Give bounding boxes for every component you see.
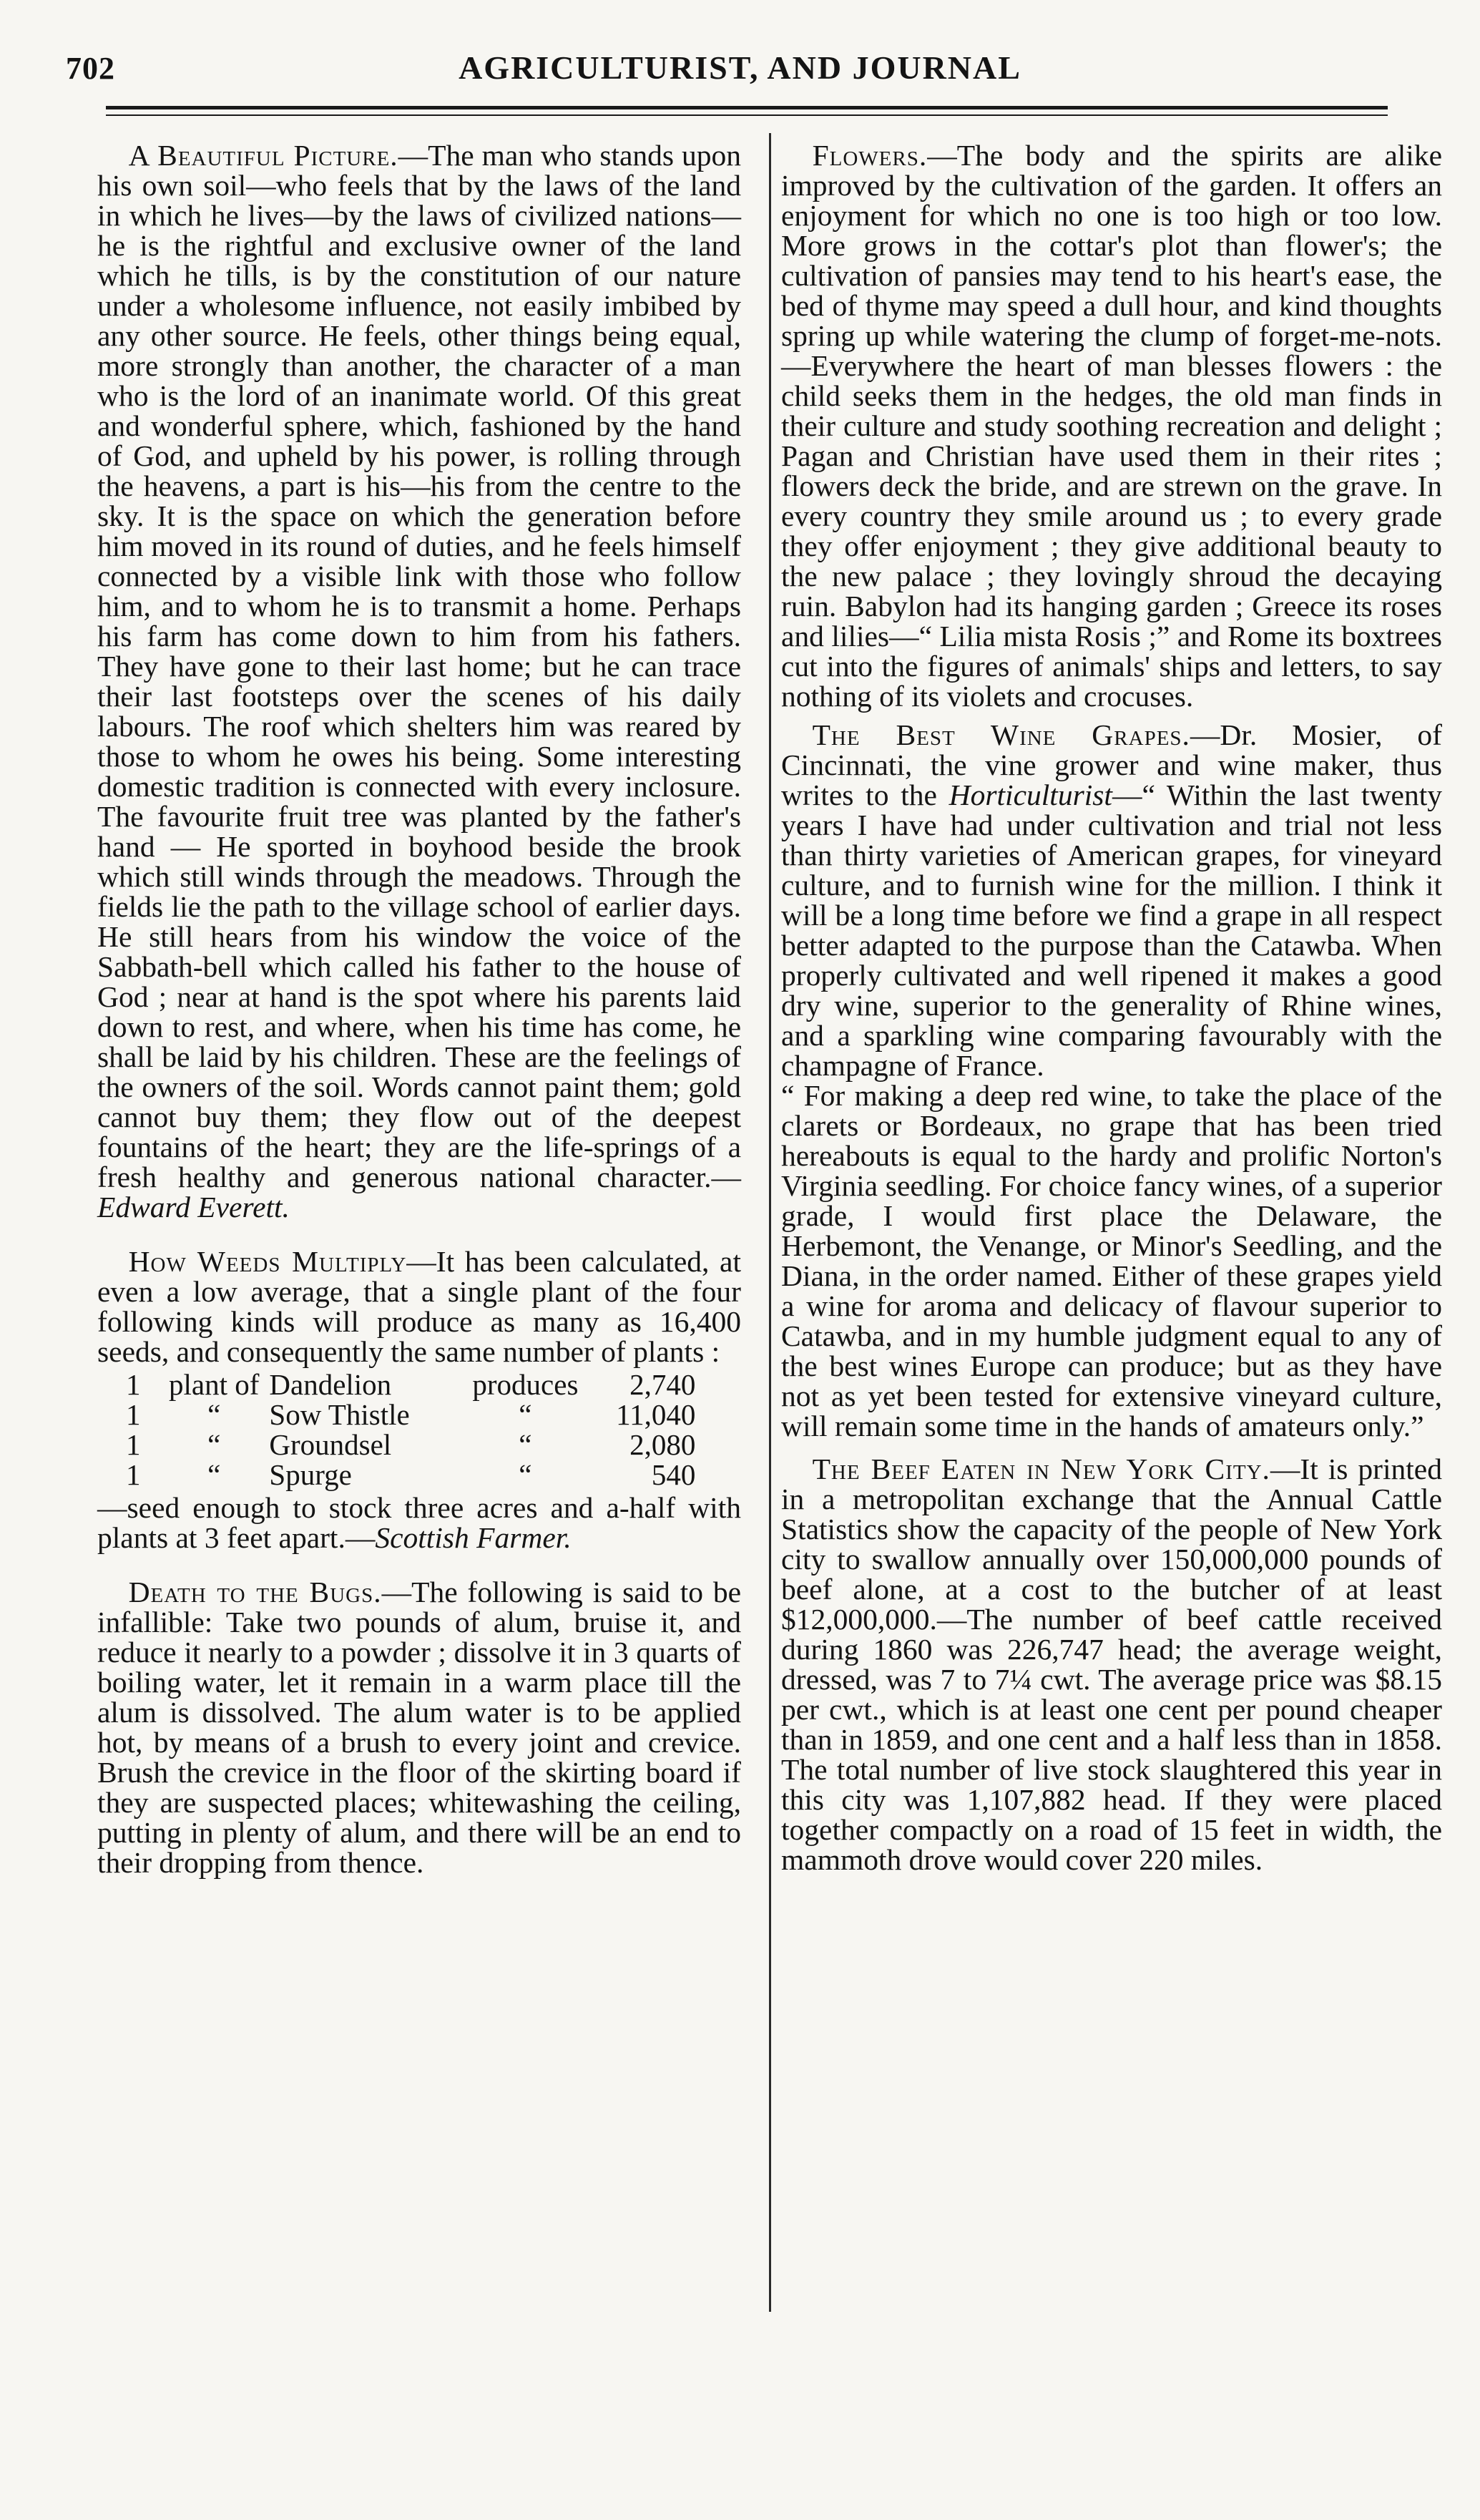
article-weeds <box>97 1246 741 1553</box>
article-heading: The Best Wine Grapes. <box>812 718 1190 751</box>
article-text: —Dr. Mosier, of Cincinnati, the vine grower and wine maker, thus writes to the <box>781 718 1442 811</box>
plant-qty: 1 <box>126 1398 141 1431</box>
article-body-continued: “ For making a deep red wine, to take the place of the clarets or Bordeaux, no grape that has been tried hereabouts is equal to the hardy and prolific Norton's Virginia seedling. For choice fancy wines, of a superior grade, I would first place the Delaware, the Herbemont, the Venange, or Minor's Seedling, and the Diana, in the order named. Either of these grapes yield a wine for aroma and delicacy of flavour superior to Catawba, and in my humble judgment equal to any of the best wines Europe can produce; but as they have not as yet been tested for extensive vineyard culture, will remain some time in the hands of amateurs only.” <box>781 1079 1442 1442</box>
header-rule-thin <box>106 114 1388 116</box>
article-flowers <box>781 140 1442 711</box>
article-text: —It is printed in a metropolitan exchange that the Annual Cattle Statistics show the capacity of the people of New York city to swallow annually over 150,000,000 pounds of beef alone, at a cost to the butcher of at least $12,000,000.—The number of beef cattle received during 1860 was 226,747 head; the average weight, dressed, was 7 to 7¼ cwt. The average price was $8.15 per cwt., which is at least one cent per pound cheaper than in 1859, and one cent and a half less than in 1858. The total number of live stock slaughtered this year in this city was 1,107,882 head. If they were placed together compactly on a road of 15 feet in width, the mammoth drove would cover 220 miles. <box>781 1452 1442 1876</box>
article-text: —The following is said to be infallible: Take two pounds of alum, bruise it, and reduce it nearly to a powder ; dissolve it in 3 quarts of boiling water, let it remain in a warm place till the alum is dissolved. The alum water is to be applied hot, by means of a brush to every joint and crevice. Brush the crevice in the floor of the skirting board if they are suspected places; whitewashing the ceiling, putting in plenty of alum, and there will be an end to their dropping from thence. <box>97 1576 741 1879</box>
article-beautiful-picture <box>97 140 741 1222</box>
page-number: 702 <box>66 51 115 86</box>
plant-name: Sow Thistle <box>269 1398 410 1431</box>
article-body <box>781 140 1442 711</box>
page-header <box>0 0 1480 107</box>
right-column <box>781 140 1442 1899</box>
source-title: Horticulturist <box>949 778 1112 811</box>
plant-qty: 1 <box>126 1428 141 1461</box>
plant-seed-count: 2,740 <box>629 1368 696 1401</box>
article-text: —The body and the spirits are alike improved by the cultivation of the garden. It offers an enjoyment for which no one is too high or too low. More grows in the cottar's plot than flower's; the cultivation of pansies may tend to his heart's ease, the bed of thyme may speed a dull hour, and kind thoughts spring up while watering the clump of forget-me-nots.—Everywhere the heart of man blesses flowers : the child seeks them in the hedges, the old man finds in their culture and study soothing recreation and delight ; Pagan and Christian have used them in their rites ; flowers deck the bride, and are strewn on the grave. In every country they smile around us ; to every grade they offer enjoyment ; they give additional beauty to the new palace ; they lovingly shroud the decaying ruin. Babylon had its hanging garden ; Greece its roses and lilies—“ Lilia mista Rosis ;” and Rome its boxtrees cut into the figures of animals' ships and letters, to say nothing of its violets and crocuses. <box>781 139 1442 713</box>
plant-verb: produces <box>472 1368 579 1401</box>
running-title: AGRICULTURIST, AND JOURNAL <box>459 49 1021 86</box>
article-text: —seed enough to stock three acres and a-half with plants at 3 feet apart.— <box>97 1491 741 1554</box>
plant-row <box>126 1369 705 1400</box>
plant-verb: “ <box>519 1398 532 1431</box>
article-closing <box>97 1493 741 1553</box>
plant-seed-count: 2,080 <box>629 1428 696 1461</box>
plant-mark: “ <box>207 1458 221 1491</box>
plant-name: Spurge <box>269 1458 352 1491</box>
article-heading: A Beautiful Picture. <box>128 139 398 172</box>
article-beef <box>781 1454 1442 1875</box>
plant-name: Groundsel <box>269 1428 392 1461</box>
plant-row <box>126 1460 705 1490</box>
left-column <box>97 140 741 1902</box>
plant-row <box>126 1430 705 1460</box>
plant-mark: “ <box>207 1398 221 1431</box>
plant-name: Dandelion <box>269 1368 392 1401</box>
article-wine-grapes <box>781 720 1442 1441</box>
plant-verb: “ <box>519 1458 532 1491</box>
plant-seed-count: 540 <box>651 1458 696 1491</box>
plant-seed-table <box>126 1369 705 1490</box>
plant-verb: “ <box>519 1428 532 1461</box>
article-attribution: Scottish Farmer. <box>375 1521 572 1554</box>
article-text: —It has been calculated, at even a low average, that a single plant of the four following kinds will produce as many as 16,400 seeds, and consequently the same number of plants : <box>97 1245 741 1368</box>
plant-mark: plant of <box>169 1368 260 1401</box>
article-body <box>97 1246 741 1367</box>
article-body <box>781 1454 1442 1875</box>
plant-mark: “ <box>207 1428 221 1461</box>
article-body <box>97 140 741 1222</box>
article-attribution: Edward Everett. <box>97 1191 290 1224</box>
plant-qty: 1 <box>126 1458 141 1491</box>
article-heading: How Weeds Multiply <box>128 1245 407 1278</box>
article-text: —The man who stands upon his own soil—who feels that by the laws of the land in which he lives—by the laws of civilized nations—he is the rightful and exclusive owner of the land which he tills, is by the constitution of our nature under a wholesome influence, not easily imbibed by any other source. He feels, other things being equal, more strongly than another, the character of a man who is the lord of an inanimate world. Of this great and wonderful sphere, which, fashioned by the hand of God, and upheld by his power, is rolling through the heavens, a part is his—his from the centre to the sky. It is the space on which the generation before him moved in its round of duties, and he feels himself connected by a visible link with those who follow him, and to whom he is to transmit a home. Perhaps his farm has come down to him from his fathers. They have gone to their last home; but he can trace their last footsteps over the scenes of his daily labours. The roof which shelters him was reared by those to whom he owes his being. Some interesting domestic tradition is connected with every inclosure. The favourite fruit tree was planted by the father's hand — He sported in boyhood beside the brook which still winds through the meadows. Through the fields lie the path to the village school of earlier days. He still hears from his window the voice of the Sabbath-bell which called his father to the house of God ; near at hand is the spot where his parents laid down to rest, and where, when his time has come, he shall be laid by his children. These are the feelings of the owners of the soil. Words cannot paint them; gold cannot buy them; they flow out of the deepest fountains of the heart; they are the life-springs of a fresh healthy and generous national character.— <box>97 139 741 1193</box>
plant-seed-count: 11,040 <box>616 1398 696 1431</box>
plant-qty: 1 <box>126 1368 141 1401</box>
article-text: —“ Within the last twenty years I have had under cultivation and trial not less than thirty varieties of American grapes, for vineyard culture, and to furnish wine for the million. I think it will be a long time before we find a grape in all respect better adapted to the purpose than the Catawba. When properly cultivated and well ripened it makes a good dry wine, superior to the generality of Rhine wines, and a sparkling wine comparing favourably with the champagne of France. <box>781 778 1442 1082</box>
article-heading: Death to the Bugs. <box>128 1576 382 1608</box>
article-bugs <box>97 1577 741 1877</box>
article-heading: Flowers. <box>812 139 928 172</box>
article-body <box>97 1577 741 1877</box>
article-body <box>781 720 1442 1080</box>
plant-row <box>126 1400 705 1430</box>
column-divider <box>769 133 771 2312</box>
header-rule-thick <box>106 106 1388 109</box>
article-heading: The Beef Eaten in New York City. <box>812 1452 1270 1485</box>
